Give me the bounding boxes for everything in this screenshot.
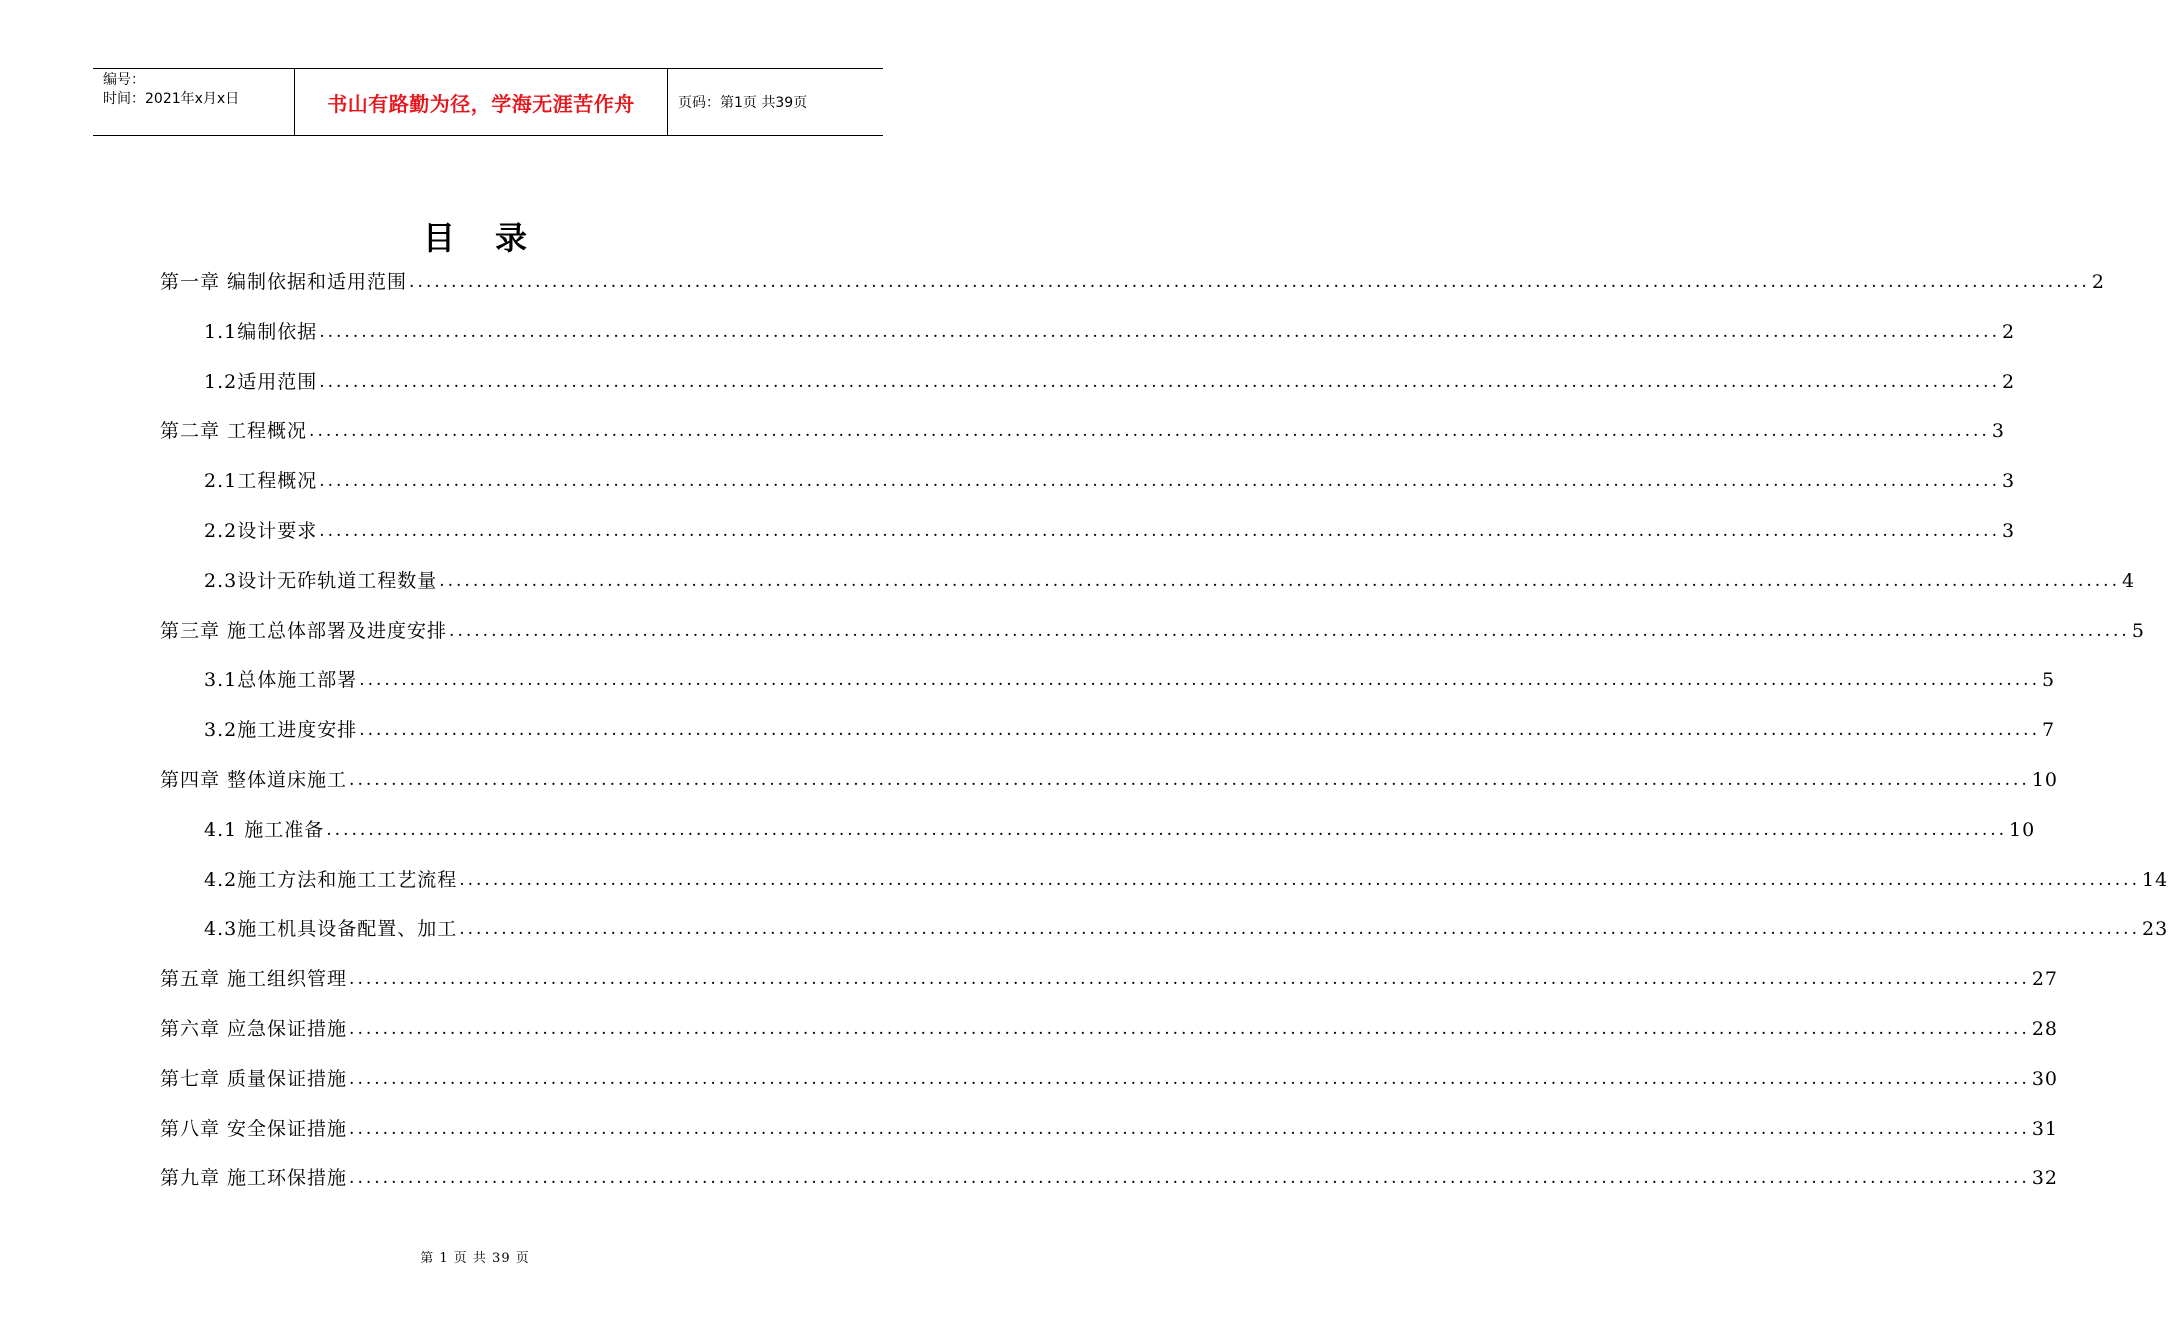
toc-entry-page: 32: [2031, 1167, 2058, 1190]
toc-entry-label: 4.2施工方法和施工工艺流程: [204, 868, 458, 891]
toc-leader-dots: ........................................................................................................................................................................................................: [349, 1019, 2030, 1039]
toc-entry-label: 1.2适用范围: [204, 370, 318, 393]
toc-entry-label: 4.3施工机具设备配置、加工: [204, 918, 458, 941]
toc-title: 目录: [422, 219, 567, 257]
toc-entry-label: 第一章 编制依据和适用范围: [160, 271, 408, 293]
toc-entry-label: 第七章 质量保证措施: [160, 1067, 348, 1090]
toc-entry[interactable]: [204, 461, 2016, 501]
toc-entry-page: 2: [2001, 370, 2016, 393]
toc-entry-page: 30: [2031, 1067, 2058, 1090]
toc-entry-label: 3.2施工进度安排: [204, 719, 358, 742]
page-header: [93, 68, 883, 136]
toc-entry[interactable]: [160, 1109, 2058, 1149]
toc-entry[interactable]: [204, 860, 2168, 900]
toc-entry-label: 第四章 整体道床施工: [160, 769, 348, 791]
toc-leader-dots: ........................................................................................................................................................................................................: [319, 371, 2000, 392]
toc-entry[interactable]: [160, 1059, 2058, 1099]
toc-entry-label: 2.1工程概况: [204, 470, 318, 493]
toc-entry-page: 7: [2041, 719, 2056, 742]
toc-entry[interactable]: [204, 511, 2016, 551]
toc-leader-dots: ........................................................................................................................................................................................................: [359, 670, 2040, 691]
toc-leader-dots: ........................................................................................................................................................................................................: [349, 1118, 2030, 1139]
toc-leader-dots: ........................................................................................................................................................................................................: [409, 272, 2090, 292]
toc-leader-dots: ........................................................................................................................................................................................................: [349, 770, 2030, 790]
header-meta: [93, 69, 295, 135]
toc-leader-dots: ........................................................................................................................................................................................................: [349, 1168, 2030, 1189]
toc-entry-label: 第九章 施工环保措施: [160, 1167, 348, 1190]
toc-leader-dots: ........................................................................................................................................................................................................: [326, 819, 2008, 840]
toc-entry-label: 第三章 施工总体部署及进度安排: [160, 619, 448, 642]
toc-entry-page: 3: [2001, 520, 2016, 542]
toc-entry-page: 14: [2141, 868, 2168, 891]
toc-entry-label: 1.1编制依据: [204, 320, 318, 343]
toc-entry[interactable]: [160, 959, 2058, 999]
toc-entry-label: 2.2设计要求: [204, 520, 318, 542]
toc-entry-page: 3: [2001, 470, 2016, 493]
toc-entry[interactable]: [160, 611, 2145, 651]
toc-entry[interactable]: [160, 760, 2058, 800]
toc-entry[interactable]: [160, 1009, 2058, 1049]
toc-entry[interactable]: [160, 262, 2105, 302]
toc-entry[interactable]: [204, 561, 2136, 601]
toc-leader-dots: ........................................................................................................................................................................................................: [319, 521, 2000, 541]
toc-entry-label: 3.1总体施工部署: [204, 669, 358, 692]
document-number-label: 编号：: [103, 72, 145, 88]
header-page-info: 页码：第1页 共39页: [678, 95, 808, 111]
toc-entry-page: 23: [2141, 918, 2168, 941]
toc-entry[interactable]: [204, 810, 2036, 850]
toc-leader-dots: ........................................................................................................................................................................................................: [449, 620, 2130, 641]
toc-entry-label: 第八章 安全保证措施: [160, 1117, 348, 1140]
toc-entry-page: 5: [2131, 619, 2145, 642]
toc-leader-dots: ........................................................................................................................................................................................................: [309, 421, 1990, 442]
toc-entry[interactable]: [160, 411, 2005, 451]
header-motto: 书山有路勤为径，学海无涯苦作舟: [295, 69, 668, 135]
toc-entry-page: 3: [1991, 420, 2005, 443]
toc-entry-page: 28: [2031, 1018, 2058, 1040]
toc-entry[interactable]: [204, 312, 2016, 352]
toc-entry-page: 27: [2031, 968, 2058, 991]
toc-leader-dots: ........................................................................................................................................................................................................: [459, 869, 2140, 890]
toc-leader-dots: ........................................................................................................................................................................................................: [439, 570, 2120, 591]
toc-entry[interactable]: [204, 710, 2056, 750]
toc-entry-label: 第二章 工程概况: [160, 420, 308, 443]
toc-entry-label: 第六章 应急保证措施: [160, 1018, 348, 1040]
toc-entry[interactable]: [204, 909, 2168, 949]
toc-entry[interactable]: [204, 362, 2016, 402]
toc-entry-page: 2: [2001, 320, 2016, 343]
toc-leader-dots: ........................................................................................................................................................................................................: [359, 720, 2040, 741]
toc-entry[interactable]: [160, 1158, 2058, 1198]
toc-leader-dots: ........................................................................................................................................................................................................: [459, 919, 2140, 940]
toc-leader-dots: ........................................................................................................................................................................................................: [319, 471, 2000, 492]
toc-entry-page: 5: [2041, 669, 2056, 692]
toc-entry-page: 2: [2091, 271, 2105, 293]
toc-leader-dots: ........................................................................................................................................................................................................: [349, 969, 2030, 990]
toc-entry-label: 4.1 施工准备: [204, 818, 325, 841]
toc-leader-dots: ........................................................................................................................................................................................................: [349, 1068, 2030, 1089]
toc-entry-page: 10: [2009, 818, 2036, 841]
toc-entry-page: 10: [2031, 769, 2058, 791]
toc-entry-page: 31: [2031, 1117, 2058, 1140]
toc-entry-label: 第五章 施工组织管理: [160, 968, 348, 991]
toc-entry-label: 2.3设计无砟轨道工程数量: [204, 569, 438, 592]
toc-leader-dots: ........................................................................................................................................................................................................: [319, 321, 2000, 342]
toc-entry[interactable]: [204, 660, 2056, 700]
document-time-label: 时间：2021年x月x日: [103, 91, 240, 107]
page-footer: 第 1 页 共 39 页: [420, 1251, 530, 1266]
toc-entry-page: 4: [2121, 569, 2136, 592]
